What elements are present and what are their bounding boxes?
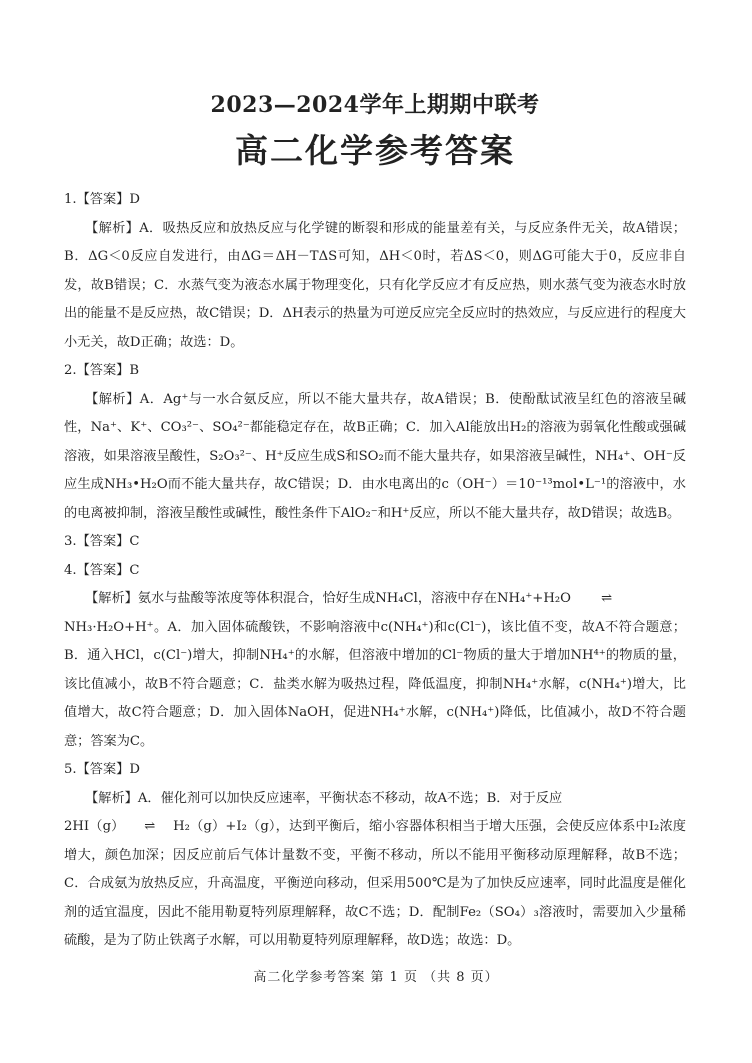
- question-4-analysis-text: 【解析】氨水与盐酸等浓度等体积混合，恰好生成NH₄Cl，溶液中存在NH₄⁺+H₂O: [85, 591, 571, 606]
- exam-title: 2023—2024学年上期期中联考: [210, 92, 540, 118]
- question-4-answer: 4.【答案】C: [64, 562, 140, 578]
- question-5-answer: 5.【答案】D: [64, 762, 140, 777]
- question-2-answer: 2.【答案】B: [64, 363, 140, 378]
- question-4-analysis-part2: NH₃·H₂O+H⁺。A．加入固体硫酸铁，不影响溶液中c(NH₄⁺)和c(Cl⁻)，该比值不变，故A不符合题意；B．通入HCl，c(Cl⁻)增大，抑制NH₄⁺的水解，但溶液中增加的Cl⁻物质的量大于增加NH⁴⁺的物质的量，该比值减小，故B不符合题意；C．盐类水解为吸热过程，降低温度，抑制NH₄⁺水解，c(NH₄⁺)增大，比值增大，故C符合题意；D．加入固体NaOH，促进NH₄⁺水解，c(NH₄⁺)降低，比值减小，故D不符合题意；答案为C。: [64, 619, 686, 749]
- question-4-analysis-part1: [64, 585, 686, 614]
- equilibrium-arrow-icon: ⇌: [601, 591, 611, 606]
- question-5-analysis-text: H₂（g）+I₂（g），达到平衡后，缩小容器体积相当于增大压强，会使反应体系中I₂浓度增大，颜色加深；因反应前后气体计量数不变，平衡不移动，所以不能用平衡移动原理解释，故B不选；C．合成氨为放热反应，升高温度，平衡逆向移动，但采用500℃是为了加快反应速率，同时此温度是催化剂的适宜温度，因此不能用勒夏特列原理解释，故C不选；D．配制Fe₂（SO₄）₃溶液时，需要加入少量稀硫酸，是为了防止铁离子水解，可以用勒夏特列原理解释，故D选；故选：D。: [64, 819, 686, 948]
- question-2-analysis: 【解析】A．Ag⁺与一水合氨反应，所以不能大量共存，故A错误；B．使酚酞试液呈红色的溶液呈碱性，Na⁺、K⁺、CO₃²⁻、SO₄²⁻都能稳定存在，故B正确；C．加入Al能放出H₂的溶液为弱氧化性酸或强碱溶液，如果溶液呈酸性，S₂O₃²⁻、H⁺反应生成S和SO₂而不能大量共存，如果溶液呈碱性，NH₄⁺、OH⁻反应生成NH₃•H₂O而不能大量共存，故C错误；D．由水电离出的c（OH⁻）＝10⁻¹³mol•L⁻¹的溶液中，水的电离被抑制，溶液呈酸性或碱性，酸性条件下AlO₂⁻和H⁺反应，所以不能大量共存，故D错误；故选B。: [64, 391, 686, 521]
- question-3-answer: 3.【答案】C: [64, 534, 140, 549]
- page-footer: 高二化学参考答案 第 1 页 （共 8 页）: [253, 970, 499, 985]
- document-title: 高二化学参考答案: [235, 131, 515, 170]
- question-5-analysis-part1: 【解析】A．催化剂可以加快反应速率，平衡状态不移动，故A不选；B．对于反应: [85, 790, 563, 806]
- question-1-analysis: 【解析】A．吸热反应和放热反应与化学键的断裂和形成的能量差有关，与反应条件无关，故A错误；B．ΔG＜0反应自发进行，由ΔG＝ΔH－TΔS可知，ΔH＜0时，若ΔS＜0，则ΔG可能大于0，反应非自发，故B错误；C．水蒸气变为液态水属于物理变化，只有化学反应才有反应热，则水蒸气变为液态水时放出的能量不是反应热，故C错误；D．ΔH表示的热量为可逆反应完全反应时的热效应，与反应进行的程度大小无关，故D正确；故选：D。: [64, 220, 686, 350]
- answer-content: [64, 186, 686, 956]
- equilibrium-arrow-icon: ⇌: [144, 819, 154, 834]
- question-1-answer: 1.【答案】D: [64, 192, 140, 207]
- question-5-analysis-part2: [64, 813, 686, 956]
- reaction-left-side: 2HI（g）: [64, 819, 125, 834]
